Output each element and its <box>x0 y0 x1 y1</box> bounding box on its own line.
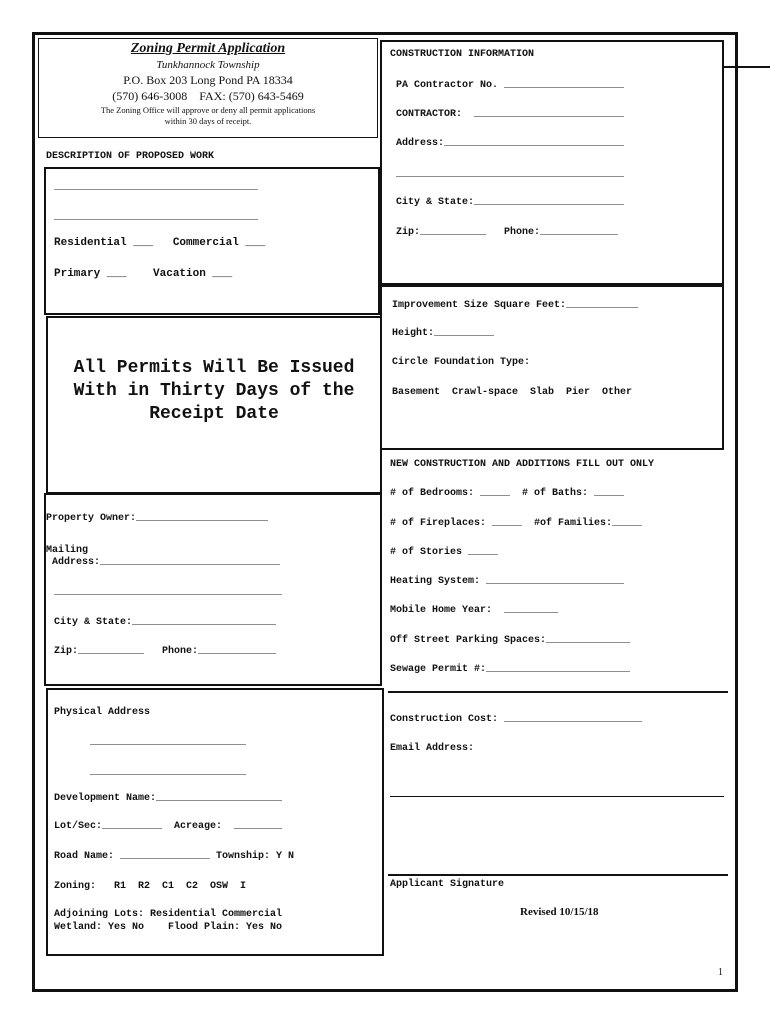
email-address-label: Email Address: <box>390 743 475 754</box>
development-name-field[interactable]: Development Name:_____________________ <box>54 793 283 804</box>
physical-address-heading: Physical Address <box>54 707 151 718</box>
height-field[interactable]: Height:__________ <box>392 328 495 339</box>
approval-notice-line1: The Zoning Office will approve or deny all permit applications <box>100 105 316 115</box>
contractor-zip-phone-field[interactable]: Zip:___________ Phone:_____________ <box>390 227 619 238</box>
header-box <box>38 38 378 138</box>
owner-city-state-field[interactable]: City & State:________________________ <box>54 617 277 628</box>
mailing-label: Mailing <box>46 545 89 556</box>
mailing-address-field[interactable]: Address:______________________________ <box>46 557 281 568</box>
form-title: Zoning Permit Application <box>130 41 286 56</box>
parking-spaces-field[interactable]: Off Street Parking Spaces:______________ <box>390 635 631 646</box>
contractor-city-state-field[interactable]: City & State:_________________________ <box>390 197 625 208</box>
primary-vacation-field[interactable]: Primary ___ Vacation ___ <box>54 268 233 280</box>
stories-field[interactable]: # of Stories _____ <box>390 547 499 558</box>
description-line-2[interactable]: __________________________________ <box>54 212 259 223</box>
applicant-signature-label: Applicant Signature <box>390 879 505 890</box>
permit-notice-line3: Receipt Date <box>149 404 279 424</box>
office-address: P.O. Box 203 Long Pond PA 18334 <box>123 73 293 87</box>
sewage-permit-field[interactable]: Sewage Permit #:________________________ <box>390 664 631 675</box>
foundation-type-options[interactable]: Basement Crawl-space Slab Pier Other <box>392 387 633 398</box>
margin-mark <box>724 66 770 68</box>
contractor-address-field[interactable]: Address:______________________________ <box>390 138 625 149</box>
residential-commercial-field[interactable]: Residential ___ Commercial ___ <box>54 237 266 249</box>
lot-acreage-field[interactable]: Lot/Sec:__________ Acreage: ________ <box>54 821 283 832</box>
adjoining-lots-field[interactable]: Adjoining Lots: Residential Commercial <box>54 909 283 920</box>
pa-contractor-number-field[interactable]: PA Contractor No. ____________________ <box>390 80 625 91</box>
physical-address-line-1[interactable]: __________________________ <box>90 737 247 748</box>
zoning-field[interactable]: Zoning: R1 R2 C1 C2 OSW I <box>54 881 247 892</box>
construction-info-heading: CONSTRUCTION INFORMATION <box>390 49 535 60</box>
page-number: 1 <box>718 967 723 978</box>
office-phone-fax: (570) 646-3008 FAX: (570) 643-5469 <box>112 89 304 103</box>
physical-address-box <box>46 688 384 956</box>
description-box <box>44 167 380 315</box>
property-owner-box <box>44 493 382 686</box>
section-divider-1 <box>388 691 728 693</box>
email-address-line[interactable] <box>390 796 724 797</box>
signature-divider <box>388 874 728 876</box>
contractor-field[interactable]: CONTRACTOR: _________________________ <box>390 109 625 120</box>
wetland-flood-field[interactable]: Wetland: Yes No Flood Plain: Yes No <box>54 922 283 933</box>
fireplaces-families-field[interactable]: # of Fireplaces: _____ #of Families:_____ <box>390 518 643 529</box>
improvement-size-field[interactable]: Improvement Size Square Feet:____________ <box>392 300 639 311</box>
mobile-home-year-field[interactable]: Mobile Home Year: _________ <box>390 605 559 616</box>
approval-notice-line2: within 30 days of receipt. <box>164 116 252 126</box>
permit-notice-line1: All Permits Will Be Issued <box>73 358 355 378</box>
contractor-address-line-2[interactable]: ______________________________________ <box>390 169 625 180</box>
property-owner-field[interactable]: Property Owner:______________________ <box>46 513 269 524</box>
township-name: Tunkhannock Township <box>156 59 260 71</box>
mailing-address-line-2[interactable]: ______________________________________ <box>54 587 283 598</box>
heating-system-field[interactable]: Heating System: _______________________ <box>390 576 625 587</box>
physical-address-line-2[interactable]: __________________________ <box>90 767 247 778</box>
owner-zip-phone-field[interactable]: Zip:___________ Phone:_____________ <box>54 646 277 657</box>
permit-notice-line2: With in Thirty Days of the <box>73 381 355 401</box>
description-line-1[interactable]: __________________________________ <box>54 182 259 193</box>
road-township-field[interactable]: Road Name: _______________ Township: Y N <box>54 851 295 862</box>
construction-info-box <box>380 40 724 285</box>
construction-cost-field[interactable]: Construction Cost: _______________________ <box>390 714 643 725</box>
improvement-box <box>380 285 724 450</box>
permit-notice-box <box>46 316 382 494</box>
bedrooms-baths-field[interactable]: # of Bedrooms: _____ # of Baths: _____ <box>390 488 625 499</box>
new-construction-heading: NEW CONSTRUCTION AND ADDITIONS FILL OUT ONLY <box>390 459 655 470</box>
description-heading: DESCRIPTION OF PROPOSED WORK <box>46 151 215 162</box>
revision-date: Revised 10/15/18 <box>520 906 599 918</box>
foundation-type-label: Circle Foundation Type: <box>392 357 531 368</box>
